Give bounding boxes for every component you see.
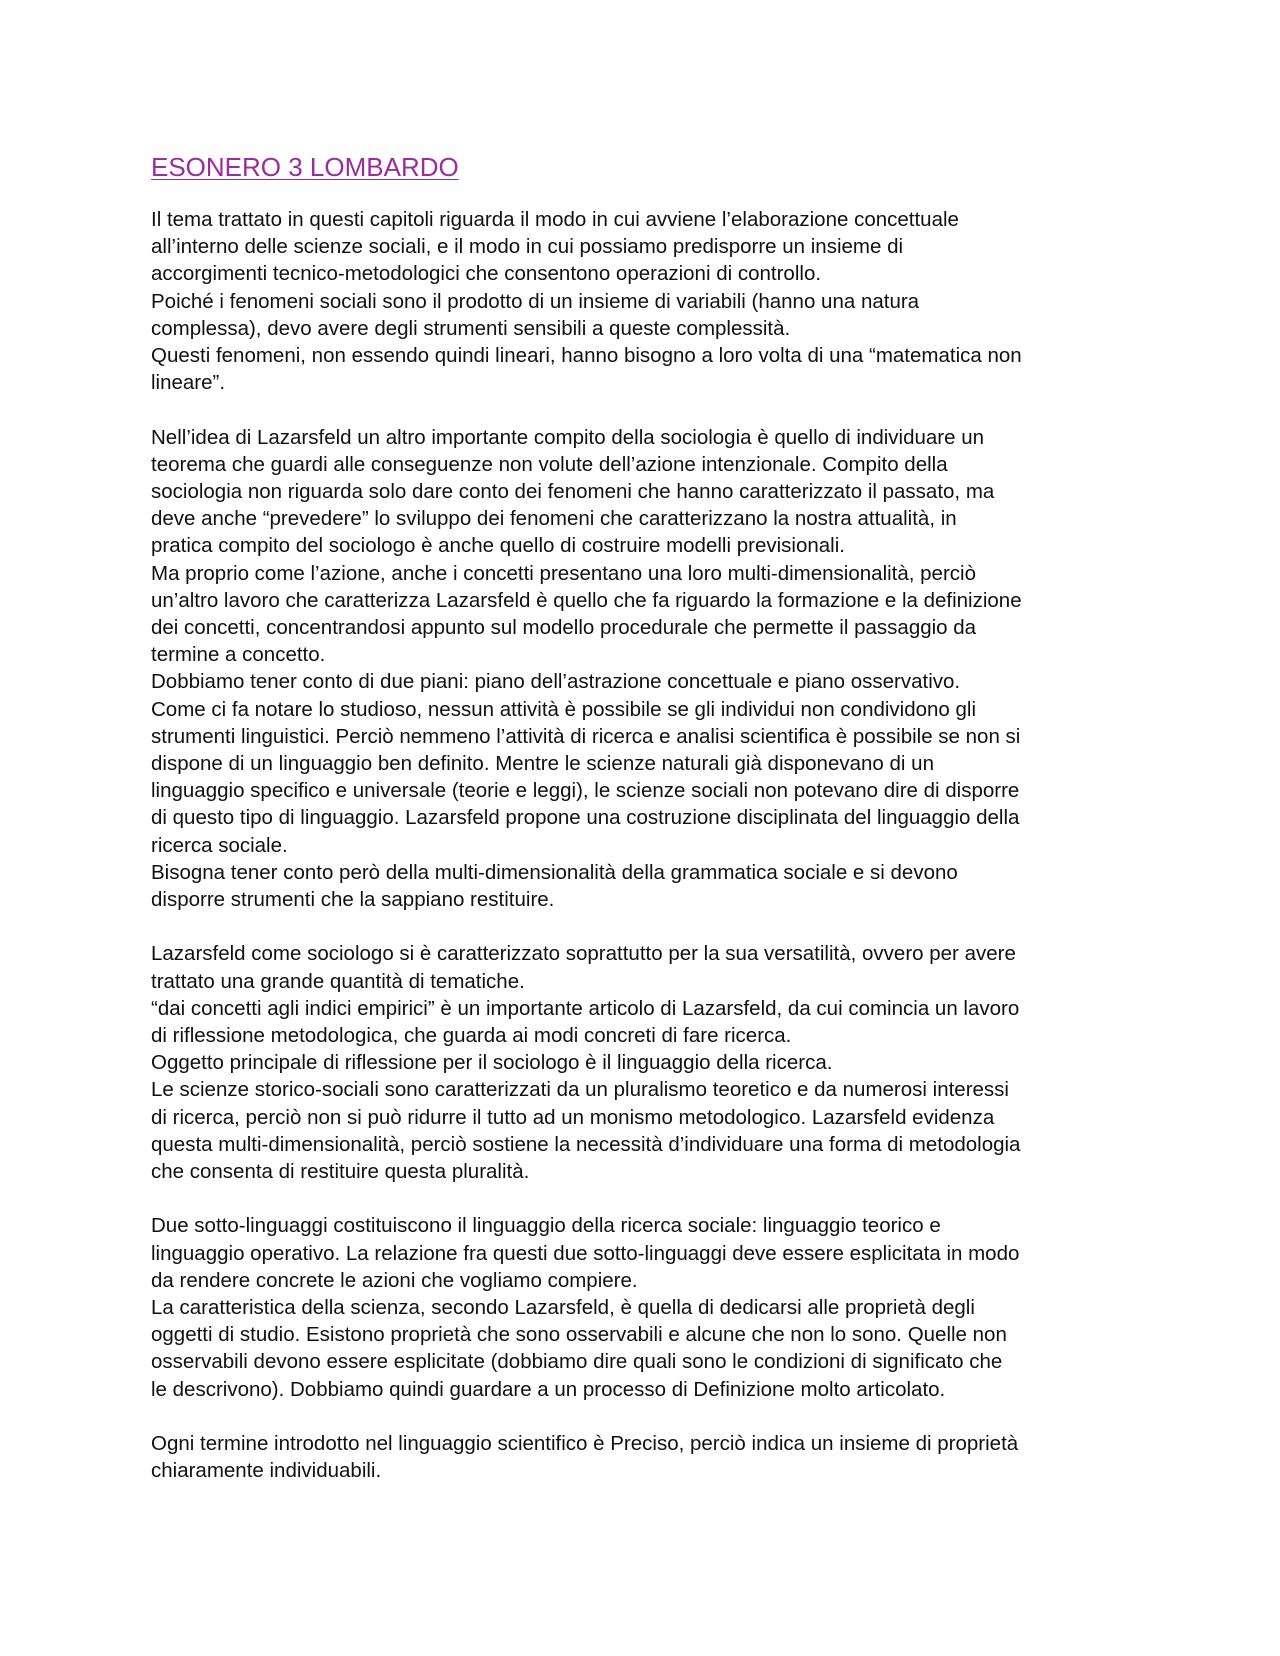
text-line: Oggetto principale di riflessione per il sociologo è il linguaggio della ricerca. (151, 1051, 833, 1075)
text-line: Il tema trattato in questi capitoli riguarda il modo in cui avviene l’elaborazione concettuale (151, 208, 959, 231)
text-line: Ma proprio come l’azione, anche i concetti presentano una loro multi-dimensionalità, perciò (151, 561, 976, 585)
document-page (151, 150, 1131, 1484)
text-line: all’interno delle scienze sociali, e il modo in cui possiamo predisporre un insieme di (151, 235, 904, 259)
text-line: Le scienze storico-sociali sono caratterizzati da un pluralismo teoretico e da numerosi interessi (151, 1078, 1009, 1102)
text-line: le descrivono). Dobbiamo quindi guardare a un processo di Definizione molto articolato. (151, 1377, 946, 1401)
text-line: sociologia non riguarda solo dare conto dei fenomeni che hanno caratterizzato il passato, ma (151, 480, 995, 504)
text-line: “dai concetti agli indici empirici” è un importante articolo di Lazarsfeld, da cui comincia un lavoro (151, 996, 1020, 1020)
document-body (151, 206, 1131, 1484)
text-line: linguaggio operativo. La relazione fra questi due sotto-linguaggi deve essere esplicitata in modo (151, 1241, 1020, 1265)
text-line: dei concetti, concentrandosi appunto sul modello procedurale che permette il passaggio da (151, 616, 977, 640)
paragraph (151, 424, 1131, 914)
text-line: pratica compito del sociologo è anche quello di costruire modelli previsionali. (151, 534, 845, 558)
text-line: che consenta di restituire questa pluralità. (151, 1160, 530, 1184)
text-line: chiaramente individuabili. (151, 1459, 382, 1483)
text-line: accorgimenti tecnico-metodologici che consentono operazioni di controllo. (151, 262, 822, 286)
paragraph-gap (151, 913, 1131, 940)
text-line: teorema che guardi alle conseguenze non volute dell’azione intenzionale. Compito della (151, 452, 948, 476)
text-line: complessa), devo avere degli strumenti sensibili a queste complessità. (151, 316, 791, 340)
text-line: oggetti di studio. Esistono proprietà che sono osservabili e alcune che non lo sono. Quelle non (151, 1323, 1007, 1347)
text-line: trattato una grande quantità di tematiche. (151, 969, 525, 993)
text-line: Ogni termine introdotto nel linguaggio scientifico è Preciso, perciò indica un insieme di proprietà (151, 1432, 1019, 1456)
paragraph (151, 206, 1131, 396)
text-line: linguaggio specifico e universale (teorie e leggi), le scienze sociali non potevano dire di disporre (151, 779, 1020, 803)
text-line: strumenti linguistici. Perciò nemmeno l’attività di ricerca e analisi scientifica è possibile se non si (151, 724, 1021, 748)
document-title: ESONERO 3 LOMBARDO (151, 152, 459, 182)
text-line: dispone di un linguaggio ben definito. Mentre le scienze naturali già disponevano di un (151, 752, 934, 776)
text-line: Dobbiamo tener conto di due piani: piano dell’astrazione concettuale e piano osservativo. (151, 670, 961, 694)
text-line: Bisogna tener conto però della multi-dimensionalità della grammatica sociale e si devono (151, 860, 958, 884)
text-line: Due sotto-linguaggi costituiscono il linguaggio della ricerca sociale: linguaggio teorico e (151, 1214, 941, 1238)
paragraph-gap (151, 396, 1131, 423)
text-line: di riflessione metodologica, che guarda ai modi concreti di fare ricerca. (151, 1024, 792, 1048)
text-line: di questo tipo di linguaggio. Lazarsfeld propone una costruzione disciplinata del linguaggio della (151, 806, 1020, 830)
paragraph-gap (151, 1185, 1131, 1212)
text-line: ricerca sociale. (151, 833, 288, 857)
text-line: Questi fenomeni, non essendo quindi lineari, hanno bisogno a loro volta di una “matematica non (151, 344, 1022, 368)
text-line: Poiché i fenomeni sociali sono il prodotto di un insieme di variabili (hanno una natura (151, 289, 920, 313)
text-line: osservabili devono essere esplicitate (dobbiamo dire quali sono le condizioni di significato che (151, 1350, 1003, 1374)
paragraph (151, 1212, 1131, 1402)
text-line: deve anche “prevedere” lo sviluppo dei fenomeni che caratterizzano la nostra attualità, in (151, 507, 957, 531)
text-line: disporre strumenti che la sappiano restituire. (151, 888, 555, 912)
text-line: Come ci fa notare lo studioso, nessun attività è possibile se gli individui non condividono gli (151, 697, 977, 721)
text-line: La caratteristica della scienza, secondo Lazarsfeld, è quella di dedicarsi alle proprietà degli (151, 1296, 975, 1320)
paragraph (151, 1430, 1131, 1484)
text-line: Nell’idea di Lazarsfeld un altro importante compito della sociologia è quello di individuare un (151, 425, 985, 449)
text-line: da rendere concrete le azioni che vogliamo compiere. (151, 1268, 638, 1292)
text-line: questa multi-dimensionalità, perciò sostiene la necessità d’individuare una forma di metodologia (151, 1132, 1021, 1156)
text-line: lineare”. (151, 371, 226, 395)
paragraph-gap (151, 1403, 1131, 1430)
paragraph (151, 940, 1131, 1185)
text-line: termine a concetto. (151, 643, 326, 667)
text-line: Lazarsfeld come sociologo si è caratterizzato soprattutto per la sua versatilità, ovvero per avere (151, 942, 1016, 966)
text-line: un’altro lavoro che caratterizza Lazarsfeld è quello che fa riguardo la formazione e la definizione (151, 588, 1022, 612)
text-line: di ricerca, perciò non si può ridurre il tutto ad un monismo metodologico. Lazarsfeld evidenza (151, 1105, 995, 1129)
